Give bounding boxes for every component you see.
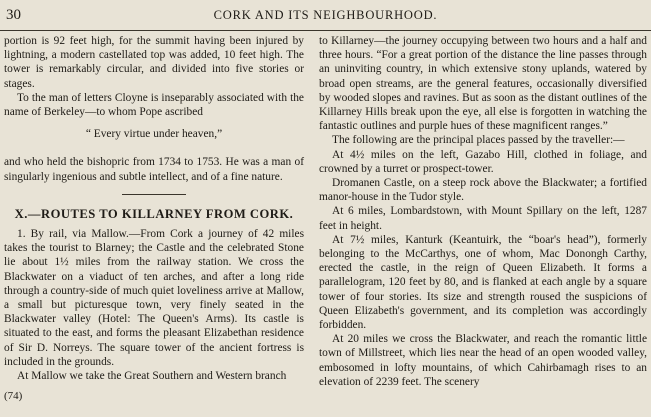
page-header [0, 4, 651, 26]
paragraph: At Mallow we take the Great Southern and Western branch [17, 370, 287, 383]
paragraph: At 20 miles we cross the Blackwater, and reach the romantic little town of Millstreet, which lies near the head of an open wooded valley, embosomed in lofty mountains, of which Cahirbamagh rises to an elevation of 2239 feet. The scenery [319, 333, 647, 388]
paragraph: The following are the principal places passed by the traveller:— [332, 134, 625, 147]
paragraph: At 4½ miles on the left, Gazabo Hill, clothed in foliage, and crowned by a turret or prospect-tower. [319, 148, 647, 175]
paragraph: To the man of letters Cloyne is inseparably associated with the name of Berkeley—to whom Pope ascribed [4, 91, 304, 119]
left-column [4, 34, 304, 403]
paragraph: to Killarney—the journey occupying between two hours and a half and three hours. “For a great portion of the distance the line passes through an uninviting country, in which extensive stony uplands, watered by broad open streams, are the general features, occasionally diversified by wooded slopes and ravines. But as soon as the distant outlines of the Killarney Hills break upon the eye, all else is forgotten in watching the fantastic outlines and purple hues of these magnificent ranges.” [319, 35, 647, 133]
section-divider [122, 194, 186, 195]
page-number: 30 [6, 7, 21, 23]
paragraph: Dromanen Castle, on a steep rock above the Blackwater; a fortified manor-house in the Tudor style. [319, 177, 647, 204]
running-head: CORK AND ITS NEIGHBOURHOOD. [213, 8, 438, 22]
paragraph: At 6 miles, Lombardstown, with Mount Spillary on the left, 1287 feet in height. [319, 205, 647, 232]
signature-mark: (74) [4, 390, 23, 403]
paragraph: At 7½ miles, Kanturk (Keantuirk, the “boar's head”), formerly belonging to the McCarthys, one of whom, Mac Donongh Carthy, erected the castle, in the reign of Queen Elizabeth. It forms a parallelogram, 120 feet by 80, and is flanked at each angle by a square tower of four stories. Its size and strength roused the suspicions of Queen Elizabeth's government, and its completion was accordingly forbidden. [319, 233, 647, 332]
header-rule [0, 30, 651, 31]
right-column [319, 34, 647, 389]
quotation: “ Every virtue under heaven,” [85, 128, 223, 141]
paragraph: portion is 92 feet high, for the summit having been injured by lightning, a modern castellated top was added, 10 feet high. The tower is remarkably circular, and divided into five stories or stages. [4, 35, 304, 90]
section-title: X.—ROUTES TO KILLARNEY FROM CORK. [14, 206, 294, 221]
paragraph: 1. By rail, via Mallow.—From Cork a journey of 42 miles takes the tourist to Blarney; the Castle and the celebrated Stone lie about 1½ miles from the railway station. We cross the Blackwater on a viaduct of ten arches, and after a long ride through a country-side of much quiet loveliness arrive at Mallow, a small but picturesque town, very finely seated in the Blackwater valley (Hotel: The Queen's Arms). Its castle is situated to the east, and forms the pleasant Elizabethan residence of Sir D. Norreys. The square tower of the ancient fortress is included in the grounds. [4, 228, 304, 368]
paragraph: and who held the bishopric from 1734 to 1753. He was a man of singularly ingenious and subtle intellect, and of a fine nature. [4, 156, 304, 183]
